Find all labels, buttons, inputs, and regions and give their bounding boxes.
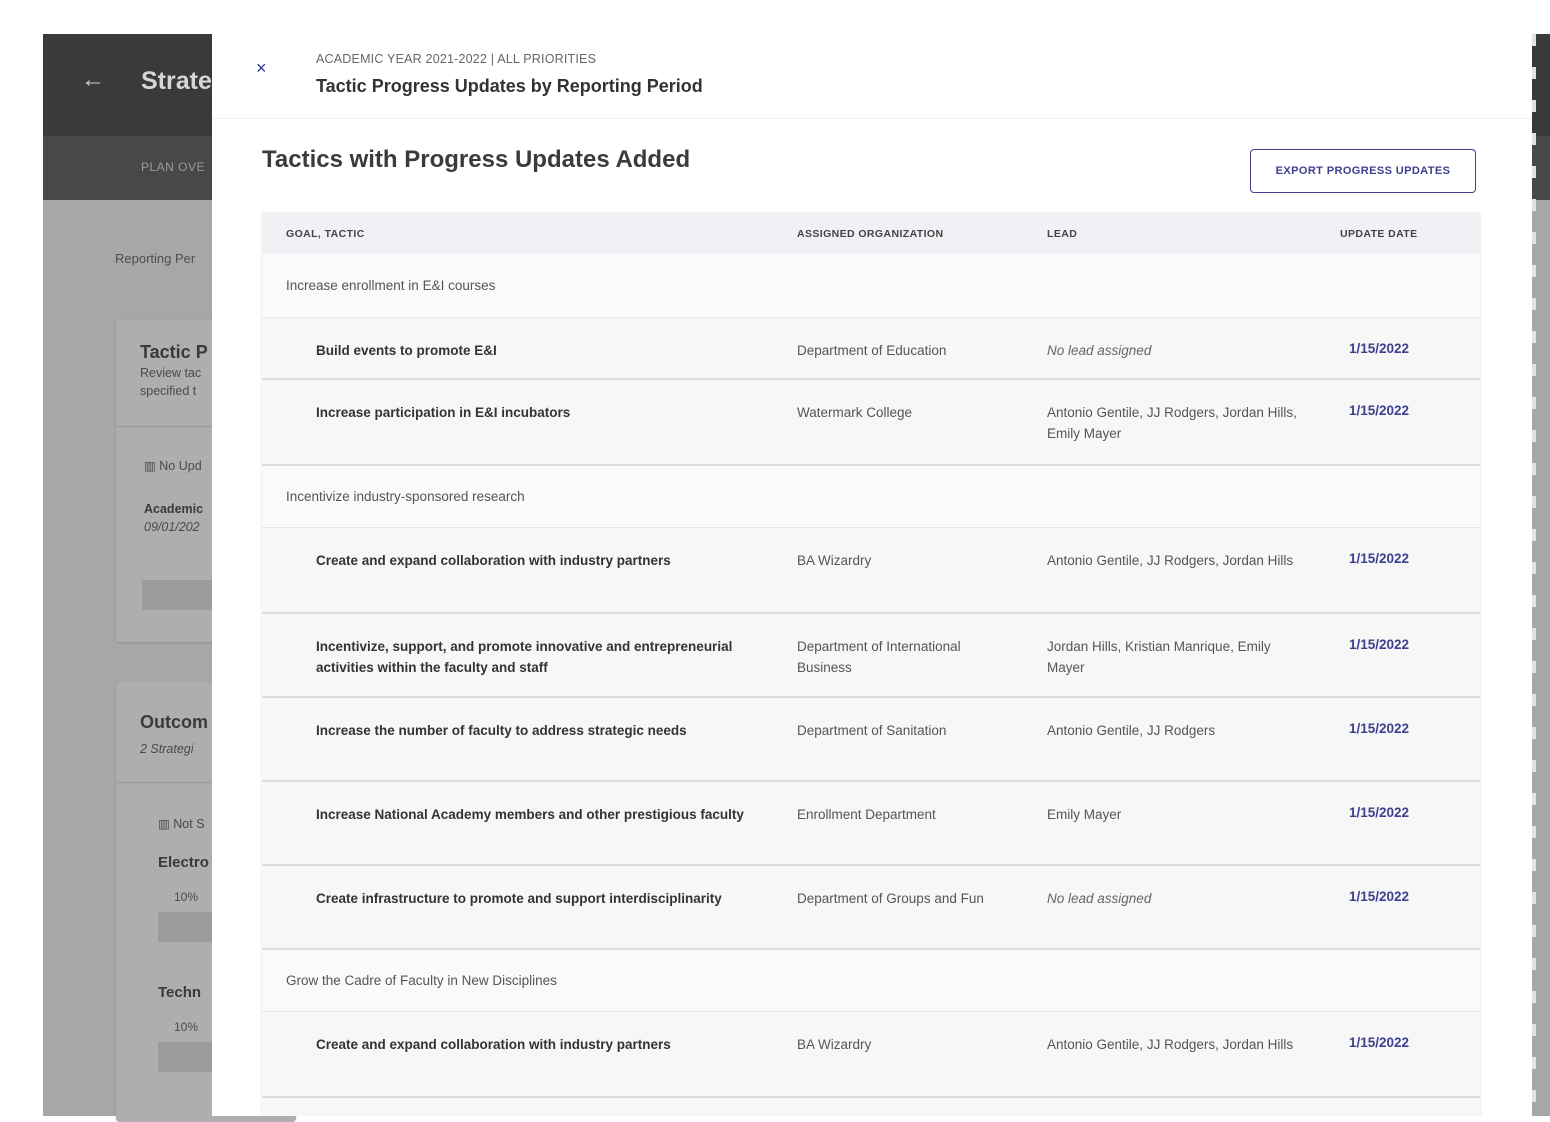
reporting-period-label: Reporting Per xyxy=(115,251,196,266)
goal-row xyxy=(262,466,1480,528)
tactic-name: Create and expand collaboration with industry partners xyxy=(316,553,671,568)
goal-row xyxy=(262,950,1480,1012)
background-page-title: Strate xyxy=(141,67,212,95)
table-row[interactable] xyxy=(262,528,1480,614)
card-description: specified t xyxy=(140,384,197,398)
tactic-name: Incentivize, support, and promote innovative and entrepreneurial activities within the faculty and staff xyxy=(316,639,733,675)
tactic-name: Create infrastructure to promote and support interdisciplinarity xyxy=(316,891,722,906)
lead: Antonio Gentile, JJ Rodgers, Jordan Hills, Emily Mayer xyxy=(1047,405,1297,441)
table-row[interactable] xyxy=(262,318,1480,380)
outcome-percent: 10% xyxy=(174,1020,199,1034)
lead: Jordan Hills, Kristian Manrique, Emily Mayer xyxy=(1047,639,1271,675)
outcome-item-label: Techn xyxy=(158,984,202,1001)
panel-header xyxy=(212,34,1532,119)
goal-label: Incentivize industry-sponsored research xyxy=(286,489,525,504)
card-subtitle: 2 Strategi xyxy=(140,742,194,756)
card-title: Outcom xyxy=(140,712,209,732)
lead: Antonio Gentile, JJ Rodgers, Jordan Hills xyxy=(1047,553,1294,568)
column-header-goal-tactic[interactable]: GOAL, TACTIC xyxy=(286,228,365,240)
column-header-assigned-organization[interactable]: ASSIGNED ORGANIZATION xyxy=(797,228,944,240)
lead: No lead assigned xyxy=(1047,891,1152,906)
arrow-left-icon[interactable]: ← xyxy=(81,66,105,93)
table-row[interactable] xyxy=(262,1098,1480,1116)
tactic-name: Create and expand collaboration with industry partners xyxy=(316,1037,671,1052)
date-label: 09/01/202 xyxy=(144,520,200,534)
lead: No lead assigned xyxy=(1047,343,1152,358)
panel-title: Tactic Progress Updates by Reporting Period xyxy=(316,76,703,96)
legend-label: ▥ Not S xyxy=(158,817,205,831)
table-row[interactable] xyxy=(262,698,1480,782)
table-row[interactable] xyxy=(262,866,1480,950)
goal-label: Grow the Cadre of Faculty in New Disciplines xyxy=(286,973,557,988)
update-date-link[interactable]: 1/15/2022 xyxy=(1349,403,1410,418)
lead: Emily Mayer xyxy=(1047,807,1122,822)
assigned-organization: Watermark College xyxy=(797,405,913,420)
update-date-link[interactable]: 1/15/2022 xyxy=(1349,721,1410,736)
close-icon[interactable]: × xyxy=(256,58,267,78)
card-title: Tactic P xyxy=(140,342,208,362)
outcome-item-label: Electro xyxy=(158,854,209,871)
academic-year-label: Academic xyxy=(144,502,204,516)
assigned-organization: Department of Sanitation xyxy=(797,723,947,738)
table-row[interactable] xyxy=(262,380,1480,466)
goal-row xyxy=(262,254,1480,318)
tactic-name: Increase participation in E&I incubators xyxy=(316,405,571,420)
table-row[interactable] xyxy=(262,1012,1480,1098)
table-header xyxy=(262,212,1480,254)
column-header-lead[interactable]: LEAD xyxy=(1047,228,1078,240)
outcome-percent: 10% xyxy=(174,890,199,904)
section-heading: Tactics with Progress Updates Added xyxy=(262,146,691,173)
lead: Antonio Gentile, JJ Rodgers xyxy=(1047,723,1216,738)
panel-kicker: ACADEMIC YEAR 2021-2022 | ALL PRIORITIES xyxy=(316,52,597,66)
progress-updates-panel xyxy=(212,34,1532,1116)
tactic-name: Increase the number of faculty to address strategic needs xyxy=(316,723,687,738)
goal-label: Increase enrollment in E&I courses xyxy=(286,278,496,293)
update-date-link[interactable]: 1/15/2022 xyxy=(1349,889,1410,904)
progress-updates-table xyxy=(262,212,1480,1116)
lead: Antonio Gentile, JJ Rodgers, Jordan Hills xyxy=(1047,1037,1294,1052)
update-date-link[interactable]: 1/15/2022 xyxy=(1349,1035,1410,1050)
update-date-link[interactable]: 1/15/2022 xyxy=(1349,637,1410,652)
column-header-update-date[interactable]: UPDATE DATE xyxy=(1340,228,1418,240)
scrollbar-track xyxy=(1532,34,1536,1116)
card-description: Review tac xyxy=(140,366,202,380)
tab-plan-overview[interactable]: PLAN OVE xyxy=(141,160,206,174)
tactic-name: Build events to promote E&I xyxy=(316,343,497,358)
update-date-link[interactable]: 1/15/2022 xyxy=(1349,805,1410,820)
assigned-organization: Department of Groups and Fun xyxy=(797,891,984,906)
table-row[interactable] xyxy=(262,614,1480,698)
assigned-organization: Enrollment Department xyxy=(797,807,936,822)
assigned-organization: BA Wizardry xyxy=(797,1037,872,1052)
export-progress-updates-button[interactable]: EXPORT PROGRESS UPDATES xyxy=(1250,149,1476,193)
update-date-link[interactable]: 1/15/2022 xyxy=(1349,551,1410,566)
assigned-organization: BA Wizardry xyxy=(797,553,872,568)
tactic-name: Increase National Academy members and other prestigious faculty xyxy=(316,807,744,822)
assigned-organization: Department of International Business xyxy=(797,639,961,675)
table-row[interactable] xyxy=(262,782,1480,866)
legend-label: ▥ No Upd xyxy=(144,459,202,473)
update-date-link[interactable]: 1/15/2022 xyxy=(1349,341,1410,356)
assigned-organization: Department of Education xyxy=(797,343,947,358)
